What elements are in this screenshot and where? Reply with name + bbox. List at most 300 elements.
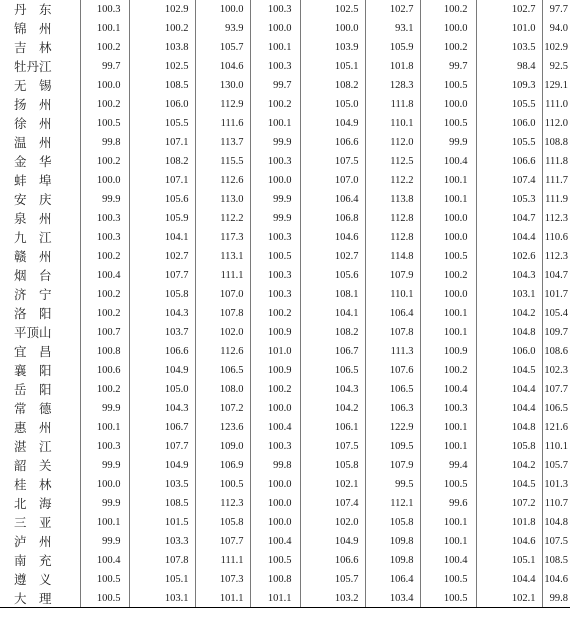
index-value-cell: 100.5: [250, 247, 300, 266]
index-value-cell: 100.2: [80, 95, 129, 114]
index-value-cell: 103.1: [476, 285, 542, 304]
index-value-cell: 106.1: [300, 418, 365, 437]
index-value-cell: 106.4: [300, 190, 365, 209]
index-value-cell: 100.5: [80, 589, 129, 608]
index-value-cell: 112.3: [195, 494, 250, 513]
index-value-cell: 99.4: [420, 456, 476, 475]
index-value-cell: 99.7: [420, 57, 476, 76]
index-value-cell: 106.7: [129, 418, 195, 437]
index-value-cell: 107.5: [300, 152, 365, 171]
index-value-cell: 106.3: [365, 399, 420, 418]
index-value-cell: 104.3: [129, 304, 195, 323]
index-value-cell: 102.7: [300, 247, 365, 266]
city-name-cell: 金 华: [14, 154, 52, 169]
index-value-cell: 102.0: [300, 513, 365, 532]
index-value-cell: 100.1: [80, 513, 129, 532]
index-value-cell: 100.5: [80, 114, 129, 133]
table-row: [0, 19, 570, 38]
index-value-cell: 106.5: [300, 361, 365, 380]
index-value-cell: 111.8: [365, 95, 420, 114]
index-value-cell: 100.9: [250, 361, 300, 380]
index-value-cell: 105.9: [129, 209, 195, 228]
index-value-cell: 107.6: [365, 361, 420, 380]
index-value-cell: 105.3: [476, 190, 542, 209]
index-value-cell: 102.7: [129, 247, 195, 266]
index-value-cell: 112.6: [195, 342, 250, 361]
index-value-cell: 100.4: [250, 418, 300, 437]
index-value-cell: 107.7: [129, 437, 195, 456]
index-value-cell: 97.7: [542, 0, 570, 19]
index-value-cell: 112.8: [365, 228, 420, 247]
index-value-cell: 100.0: [250, 494, 300, 513]
table-row: [0, 57, 570, 76]
index-value-cell: 103.1: [129, 589, 195, 608]
index-value-cell: 100.3: [420, 399, 476, 418]
index-value-cell: 110.7: [542, 494, 570, 513]
index-value-cell: 102.1: [300, 475, 365, 494]
index-value-cell: 100.0: [195, 0, 250, 19]
index-value-cell: 107.3: [195, 570, 250, 589]
index-value-cell: 104.6: [476, 532, 542, 551]
table-row: [0, 361, 570, 380]
index-value-cell: 108.8: [542, 133, 570, 152]
table-row: [0, 513, 570, 532]
index-value-cell: 111.3: [365, 342, 420, 361]
index-value-cell: 93.1: [365, 19, 420, 38]
index-value-cell: 110.1: [365, 285, 420, 304]
index-value-cell: 107.4: [300, 494, 365, 513]
index-value-cell: 100.0: [250, 19, 300, 38]
city-name-cell: 湛 江: [14, 439, 52, 454]
index-value-cell: 107.2: [476, 494, 542, 513]
index-value-cell: 107.4: [476, 171, 542, 190]
index-value-cell: 103.9: [300, 38, 365, 57]
index-value-cell: 101.8: [476, 513, 542, 532]
index-value-cell: 101.7: [542, 285, 570, 304]
index-value-cell: 107.7: [129, 266, 195, 285]
index-value-cell: 112.6: [195, 171, 250, 190]
index-value-cell: 100.4: [250, 532, 300, 551]
index-value-cell: 105.8: [476, 437, 542, 456]
city-name-cell: 徐 州: [14, 116, 52, 131]
table-row: [0, 76, 570, 95]
index-value-cell: 100.2: [80, 247, 129, 266]
city-name-cell: 洛 阳: [14, 306, 52, 321]
index-value-cell: 110.6: [542, 228, 570, 247]
index-value-cell: 107.2: [195, 399, 250, 418]
table-row: [0, 190, 570, 209]
index-value-cell: 111.7: [542, 171, 570, 190]
table-row: [0, 171, 570, 190]
index-value-cell: 100.3: [80, 209, 129, 228]
city-name-cell: 蚌 埠: [14, 173, 52, 188]
table-row: [0, 247, 570, 266]
index-value-cell: 100.2: [80, 380, 129, 399]
index-value-cell: 104.6: [195, 57, 250, 76]
index-value-cell: 108.2: [300, 323, 365, 342]
index-value-cell: 100.1: [250, 114, 300, 133]
city-name-cell: 济 宁: [14, 287, 52, 302]
index-value-cell: 110.1: [365, 114, 420, 133]
index-value-cell: 100.2: [80, 285, 129, 304]
index-value-cell: 107.9: [365, 266, 420, 285]
index-value-cell: 101.0: [476, 19, 542, 38]
index-value-cell: 105.0: [129, 380, 195, 399]
index-value-cell: 100.1: [420, 304, 476, 323]
index-value-cell: 107.0: [300, 171, 365, 190]
city-name-cell: 北 海: [14, 496, 52, 511]
city-name-cell: 泸 州: [14, 534, 52, 549]
index-value-cell: 107.8: [129, 551, 195, 570]
index-value-cell: 112.9: [195, 95, 250, 114]
index-value-cell: 100.5: [420, 114, 476, 133]
index-value-cell: 105.7: [195, 38, 250, 57]
index-value-cell: 103.3: [129, 532, 195, 551]
index-value-cell: 103.8: [129, 38, 195, 57]
index-value-cell: 106.5: [195, 361, 250, 380]
index-value-cell: 100.3: [250, 266, 300, 285]
index-value-cell: 104.2: [300, 399, 365, 418]
index-value-cell: 100.6: [80, 361, 129, 380]
index-value-cell: 100.2: [80, 38, 129, 57]
city-name-cell: 泉 州: [14, 211, 52, 226]
index-value-cell: 105.4: [542, 304, 570, 323]
index-value-cell: 106.4: [365, 570, 420, 589]
city-name-cell: 牡丹江: [14, 59, 52, 74]
index-value-cell: 100.8: [80, 342, 129, 361]
index-value-cell: 100.0: [420, 19, 476, 38]
index-value-cell: 100.2: [420, 361, 476, 380]
index-value-cell: 100.3: [80, 228, 129, 247]
index-value-cell: 112.2: [195, 209, 250, 228]
index-value-cell: 111.9: [542, 190, 570, 209]
index-value-cell: 100.2: [420, 38, 476, 57]
index-value-cell: 100.9: [250, 323, 300, 342]
index-value-cell: 106.4: [365, 304, 420, 323]
index-value-cell: 112.0: [542, 114, 570, 133]
index-value-cell: 104.7: [542, 266, 570, 285]
index-value-cell: 100.5: [420, 570, 476, 589]
index-value-cell: 100.1: [420, 171, 476, 190]
table-row: [0, 399, 570, 418]
index-value-cell: 100.3: [250, 228, 300, 247]
index-value-cell: 99.9: [250, 133, 300, 152]
index-value-cell: 101.8: [365, 57, 420, 76]
table-row: [0, 323, 570, 342]
city-name-cell: 安 庆: [14, 192, 52, 207]
index-value-cell: 104.8: [476, 418, 542, 437]
index-value-cell: 100.5: [420, 247, 476, 266]
index-value-cell: 100.3: [250, 285, 300, 304]
city-name-cell: 南 充: [14, 553, 52, 568]
index-value-cell: 100.1: [420, 513, 476, 532]
index-value-cell: 100.1: [80, 19, 129, 38]
index-value-cell: 109.0: [195, 437, 250, 456]
table-row: [0, 38, 570, 57]
index-value-cell: 100.5: [250, 551, 300, 570]
index-value-cell: 105.8: [365, 513, 420, 532]
index-value-cell: 100.8: [250, 570, 300, 589]
index-value-cell: 105.5: [476, 95, 542, 114]
table-row: [0, 266, 570, 285]
index-value-cell: 105.1: [476, 551, 542, 570]
index-value-cell: 102.5: [300, 0, 365, 19]
index-value-cell: 94.0: [542, 19, 570, 38]
index-value-cell: 100.5: [420, 589, 476, 608]
index-value-cell: 100.0: [80, 76, 129, 95]
index-value-cell: 100.1: [250, 38, 300, 57]
index-value-cell: 102.9: [129, 0, 195, 19]
index-value-cell: 112.2: [365, 171, 420, 190]
index-value-cell: 100.4: [420, 380, 476, 399]
index-value-cell: 117.3: [195, 228, 250, 247]
index-value-cell: 113.0: [195, 190, 250, 209]
index-value-cell: 104.3: [476, 266, 542, 285]
table-row: [0, 437, 570, 456]
index-value-cell: 108.5: [129, 76, 195, 95]
index-value-cell: 107.8: [195, 304, 250, 323]
index-value-cell: 100.2: [80, 304, 129, 323]
index-value-cell: 100.1: [80, 418, 129, 437]
city-name-cell: 无 锡: [14, 78, 52, 93]
index-value-cell: 106.6: [300, 133, 365, 152]
index-value-cell: 115.5: [195, 152, 250, 171]
index-value-cell: 104.6: [542, 570, 570, 589]
table-row: [0, 342, 570, 361]
index-value-cell: 111.8: [542, 152, 570, 171]
city-name-cell: 宜 昌: [14, 344, 52, 359]
index-value-cell: 105.0: [300, 95, 365, 114]
index-value-cell: 99.9: [250, 209, 300, 228]
index-value-cell: 105.6: [300, 266, 365, 285]
index-value-cell: 106.8: [300, 209, 365, 228]
index-value-cell: 100.3: [250, 437, 300, 456]
index-value-cell: 100.3: [80, 0, 129, 19]
table-row: [0, 95, 570, 114]
city-name-cell: 襄 阳: [14, 363, 52, 378]
index-value-cell: 108.6: [542, 342, 570, 361]
city-name-cell: 遵 义: [14, 572, 52, 587]
index-value-cell: 93.9: [195, 19, 250, 38]
index-value-cell: 102.9: [542, 38, 570, 57]
table-row: [0, 228, 570, 247]
index-value-cell: 100.0: [80, 171, 129, 190]
city-name-cell: 大 理: [14, 591, 52, 606]
index-value-cell: 107.7: [195, 532, 250, 551]
index-value-cell: 106.7: [300, 342, 365, 361]
index-value-cell: 106.9: [195, 456, 250, 475]
index-value-cell: 106.6: [129, 342, 195, 361]
index-value-cell: 104.1: [129, 228, 195, 247]
index-value-cell: 107.1: [129, 133, 195, 152]
index-value-cell: 100.2: [129, 19, 195, 38]
index-value-cell: 108.1: [300, 285, 365, 304]
index-value-cell: 100.2: [250, 95, 300, 114]
index-value-cell: 104.4: [476, 228, 542, 247]
index-value-cell: 102.7: [476, 0, 542, 19]
index-value-cell: 107.7: [542, 380, 570, 399]
index-value-cell: 109.5: [365, 437, 420, 456]
index-value-cell: 104.8: [542, 513, 570, 532]
index-value-cell: 113.7: [195, 133, 250, 152]
index-value-cell: 100.1: [420, 418, 476, 437]
index-value-cell: 102.5: [129, 57, 195, 76]
index-value-cell: 107.1: [129, 171, 195, 190]
index-value-cell: 110.1: [542, 437, 570, 456]
city-name-cell: 岳 阳: [14, 382, 52, 397]
index-value-cell: 101.3: [542, 475, 570, 494]
index-value-cell: 100.0: [250, 475, 300, 494]
index-value-cell: 100.3: [80, 437, 129, 456]
table-row: [0, 114, 570, 133]
index-value-cell: 106.0: [129, 95, 195, 114]
index-value-cell: 101.1: [195, 589, 250, 608]
index-value-cell: 104.5: [476, 475, 542, 494]
index-value-cell: 104.4: [476, 380, 542, 399]
index-value-cell: 106.0: [476, 342, 542, 361]
index-value-cell: 104.9: [300, 532, 365, 551]
index-value-cell: 99.9: [250, 190, 300, 209]
table-row: [0, 551, 570, 570]
index-value-cell: 112.3: [542, 209, 570, 228]
index-value-cell: 105.9: [365, 38, 420, 57]
index-value-cell: 92.5: [542, 57, 570, 76]
table-row: [0, 133, 570, 152]
index-value-cell: 100.4: [420, 551, 476, 570]
table-row: [0, 475, 570, 494]
table-row: [0, 152, 570, 171]
city-name-cell: 温 州: [14, 135, 52, 150]
table-row: [0, 494, 570, 513]
index-value-cell: 111.0: [542, 95, 570, 114]
index-value-cell: 100.2: [80, 152, 129, 171]
index-value-cell: 99.9: [80, 456, 129, 475]
index-value-cell: 112.0: [365, 133, 420, 152]
index-value-cell: 99.8: [80, 133, 129, 152]
index-value-cell: 106.6: [300, 551, 365, 570]
index-value-cell: 100.5: [80, 570, 129, 589]
index-value-cell: 98.4: [476, 57, 542, 76]
index-value-cell: 100.1: [420, 532, 476, 551]
table-row: [0, 380, 570, 399]
index-value-cell: 100.5: [420, 76, 476, 95]
index-value-cell: 99.5: [365, 475, 420, 494]
index-value-cell: 103.7: [129, 323, 195, 342]
index-value-cell: 99.7: [250, 76, 300, 95]
index-value-cell: 104.5: [476, 361, 542, 380]
index-value-cell: 100.0: [420, 209, 476, 228]
index-value-cell: 99.9: [80, 532, 129, 551]
table-row: [0, 418, 570, 437]
city-name-cell: 常 德: [14, 401, 52, 416]
index-value-cell: 100.4: [80, 266, 129, 285]
index-value-cell: 100.0: [420, 228, 476, 247]
table-row: [0, 589, 570, 608]
city-name-cell: 平顶山: [14, 325, 52, 340]
index-value-cell: 112.3: [542, 247, 570, 266]
index-value-cell: 107.8: [365, 323, 420, 342]
index-value-cell: 105.7: [300, 570, 365, 589]
index-value-cell: 100.0: [420, 285, 476, 304]
index-value-cell: 105.5: [129, 114, 195, 133]
index-value-cell: 108.5: [129, 494, 195, 513]
index-value-cell: 100.5: [195, 475, 250, 494]
index-value-cell: 130.0: [195, 76, 250, 95]
index-value-cell: 99.9: [80, 190, 129, 209]
index-value-cell: 100.2: [420, 266, 476, 285]
table-row: [0, 304, 570, 323]
city-name-cell: 锦 州: [14, 21, 52, 36]
index-value-cell: 100.1: [420, 323, 476, 342]
city-name-cell: 赣 州: [14, 249, 52, 264]
city-name-cell: 丹 东: [14, 2, 52, 17]
index-value-cell: 103.5: [476, 38, 542, 57]
index-value-cell: 106.6: [476, 152, 542, 171]
table-row: [0, 0, 570, 19]
index-value-cell: 100.0: [250, 399, 300, 418]
index-value-cell: 102.1: [476, 589, 542, 608]
index-value-cell: 104.2: [476, 304, 542, 323]
index-value-cell: 100.9: [420, 342, 476, 361]
index-value-cell: 102.6: [476, 247, 542, 266]
index-value-cell: 104.9: [300, 114, 365, 133]
index-value-cell: 102.7: [365, 0, 420, 19]
index-value-cell: 99.7: [80, 57, 129, 76]
index-value-cell: 100.2: [420, 0, 476, 19]
city-name-cell: 韶 关: [14, 458, 52, 473]
index-value-cell: 104.3: [129, 399, 195, 418]
index-value-cell: 100.3: [250, 57, 300, 76]
index-value-cell: 99.8: [542, 589, 570, 608]
index-value-cell: 109.8: [365, 532, 420, 551]
index-value-cell: 109.7: [542, 323, 570, 342]
index-value-cell: 103.2: [300, 589, 365, 608]
index-value-cell: 108.2: [300, 76, 365, 95]
index-value-cell: 105.6: [129, 190, 195, 209]
index-value-cell: 101.0: [250, 342, 300, 361]
index-value-cell: 109.3: [476, 76, 542, 95]
city-name-cell: 吉 林: [14, 40, 52, 55]
index-value-cell: 107.5: [300, 437, 365, 456]
index-value-cell: 105.5: [476, 133, 542, 152]
index-value-cell: 105.8: [129, 285, 195, 304]
index-value-cell: 100.3: [250, 0, 300, 19]
index-value-cell: 100.4: [80, 551, 129, 570]
index-value-cell: 101.5: [129, 513, 195, 532]
index-value-cell: 101.1: [250, 589, 300, 608]
index-value-cell: 102.3: [542, 361, 570, 380]
index-value-cell: 104.8: [476, 323, 542, 342]
table-bottom-rule: [0, 607, 570, 608]
index-value-cell: 108.2: [129, 152, 195, 171]
index-value-cell: 99.6: [420, 494, 476, 513]
index-value-cell: 104.7: [476, 209, 542, 228]
index-value-cell: 102.0: [195, 323, 250, 342]
index-value-cell: 105.8: [195, 513, 250, 532]
index-value-cell: 100.0: [250, 513, 300, 532]
city-name-cell: 三 亚: [14, 515, 52, 530]
index-value-cell: 100.7: [80, 323, 129, 342]
index-value-cell: 104.9: [129, 456, 195, 475]
index-value-cell: 113.1: [195, 247, 250, 266]
city-name-cell: 桂 林: [14, 477, 52, 492]
index-value-cell: 107.9: [365, 456, 420, 475]
index-value-cell: 99.9: [420, 133, 476, 152]
index-value-cell: 107.5: [542, 532, 570, 551]
index-value-cell: 104.4: [476, 570, 542, 589]
index-value-cell: 129.1: [542, 76, 570, 95]
index-value-cell: 109.8: [365, 551, 420, 570]
